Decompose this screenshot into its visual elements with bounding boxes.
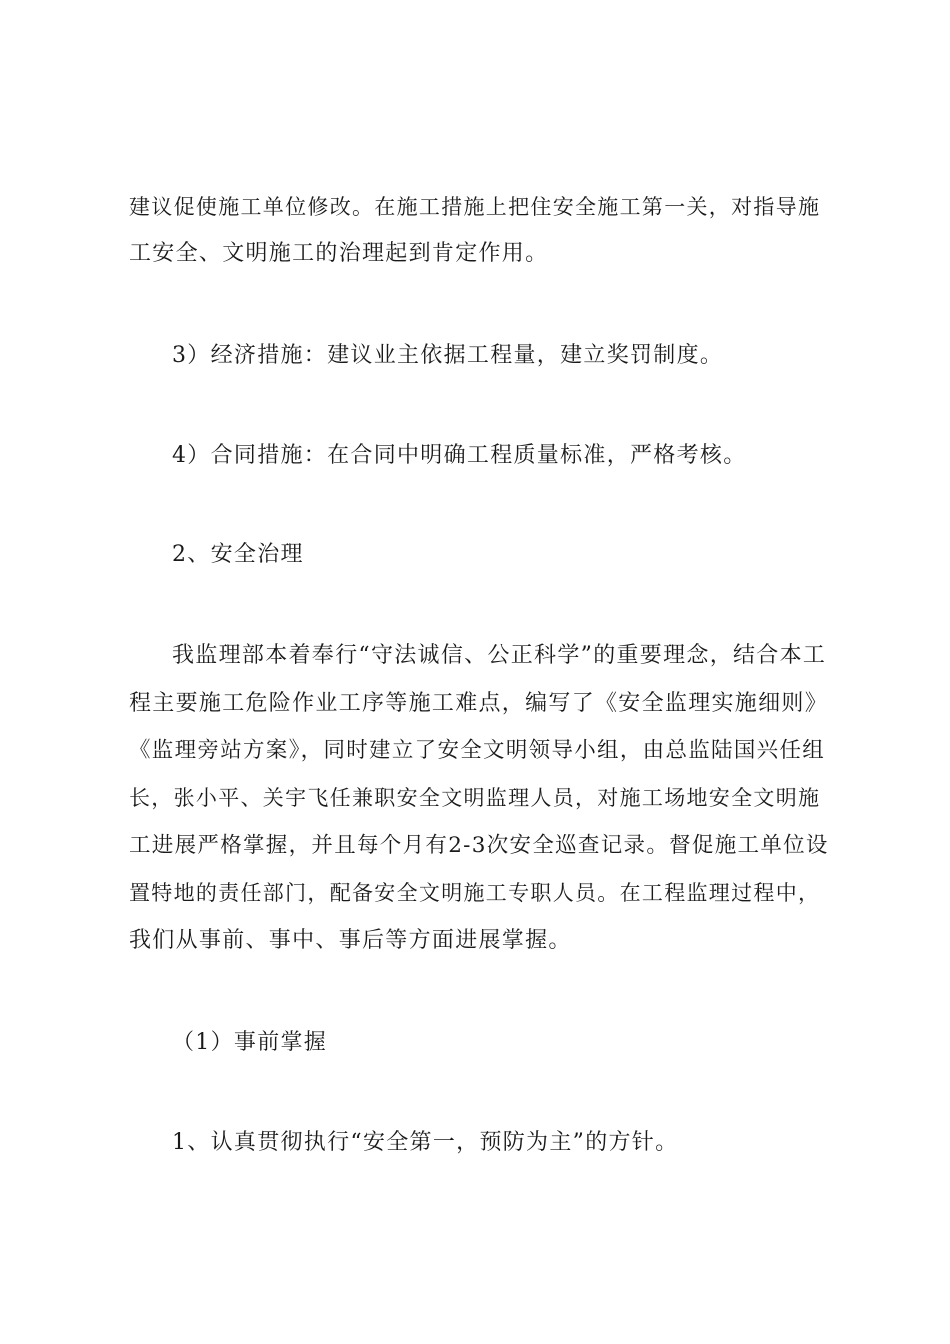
paragraph-line: 工进展严格掌握，并且每个月有2-3次安全巡查记录。督促施工单位设 — [129, 833, 829, 858]
paragraph-line: 工安全、文明施工的治理起到肯定作用。 — [129, 241, 549, 266]
paragraph-line: 《监理旁站方案》，同时建立了安全文明领导小组，由总监陆国兴任组 — [129, 738, 826, 763]
paragraph-line: 我们从事前、事中、事后等方面进展掌握。 — [129, 928, 572, 953]
paragraph-line: 长，张小平、关宇飞任兼职安全文明监理人员，对施工场地安全文明施 — [129, 786, 821, 810]
paragraph-line: 程主要施工危险作业工序等施工难点，编写了《安全监理实施细则》 — [129, 691, 829, 716]
list-item-point: 1、认真贯彻执行“安全第一，预防为主”的方针。 — [172, 1130, 679, 1155]
list-item-contract-measures: 4）合同措施：在合同中明确工程质量标准，严格考核。 — [172, 443, 747, 468]
paragraph-line: 置特地的责任部门，配备安全文明施工专职人员。在工程监理过程中， — [129, 881, 821, 905]
list-item-economic-measures: 3）经济措施：建议业主依据工程量，建立奖罚制度。 — [172, 343, 724, 368]
subsection-heading: （1）事前掌握 — [172, 1030, 328, 1055]
paragraph-line: 我监理部本着奉行“守法诚信、公正科学”的重要理念，结合本工 — [172, 643, 827, 668]
paragraph-line: 建议促使施工单位修改。在施工措施上把住安全施工第一关，对指导施 — [129, 195, 821, 219]
section-heading: 2、安全治理 — [172, 542, 304, 567]
